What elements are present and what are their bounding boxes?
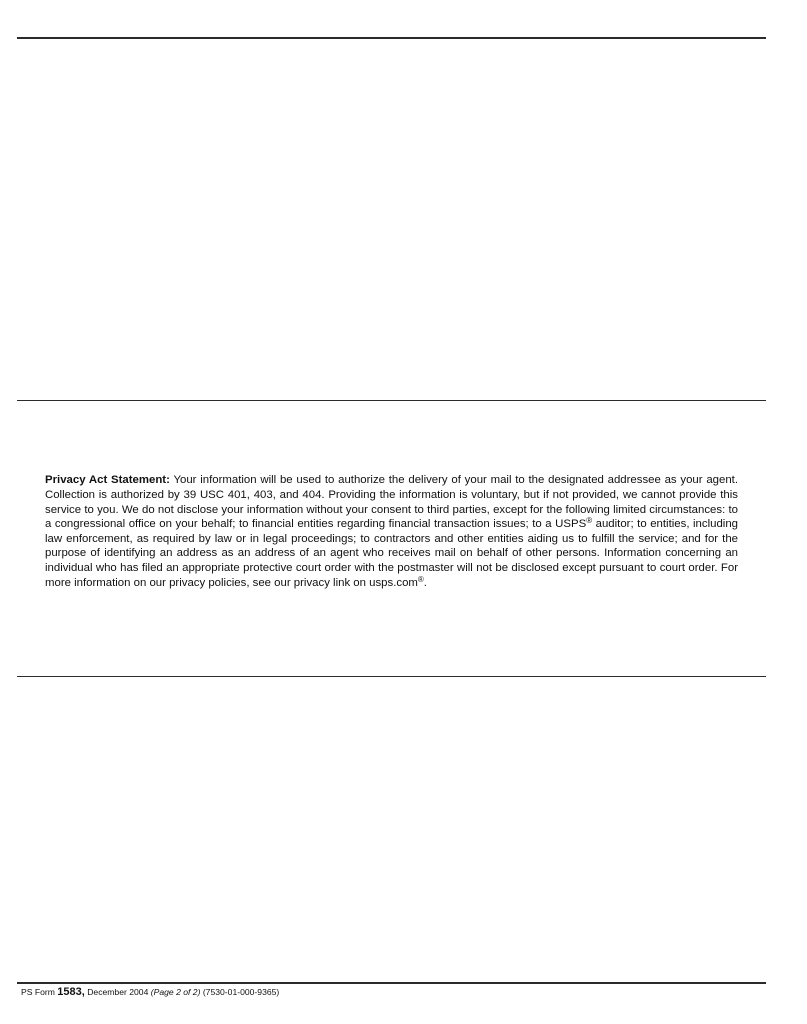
section-divider-upper bbox=[17, 400, 766, 401]
registered-trademark-mark: ® bbox=[586, 516, 593, 526]
form-prefix: PS Form bbox=[21, 987, 58, 997]
privacy-statement-end: . bbox=[423, 576, 427, 589]
stock-number: (7530-01-000-9365) bbox=[200, 987, 280, 997]
page-reference: (Page 2 of 2) bbox=[150, 987, 201, 997]
footer-divider bbox=[17, 982, 766, 984]
form-number: 1583, bbox=[57, 986, 85, 998]
privacy-statement-heading: Privacy Act Statement: bbox=[45, 474, 170, 487]
form-footer bbox=[21, 986, 279, 998]
top-divider bbox=[17, 37, 766, 39]
registered-trademark-mark: ® bbox=[417, 574, 424, 584]
privacy-act-statement bbox=[45, 473, 738, 590]
privacy-statement-body-1: Your information will be used to authorize the delivery of your mail to the designated addressee as your agent. Collection is authorized by 39 USC 401, 403, and 404. Providing the information is voluntary, but if not provided, we cannot provide this service to you. We do not disclose your information without your consent to third parties, except for the following limited circumstances: to a congressional office on your behalf; to financial entities regarding financial transaction issues; to a USPS bbox=[45, 474, 739, 531]
form-date: December 2004 bbox=[84, 987, 151, 997]
section-divider-lower bbox=[17, 676, 766, 677]
privacy-statement-body-2: auditor; to entities, including law enforcement, as required by law or in legal proceedings; to contractors and other entities aiding us to fulfill the service; and for the purpose of identifying an address as an address of an agent who receives mail on behalf of other persons. Information concerning an individual who has filed an appropriate protective court order with the postmaster will not be disclosed except pursuant to court order. For more information on our privacy policies, see our privacy link on usps.com bbox=[45, 518, 738, 589]
